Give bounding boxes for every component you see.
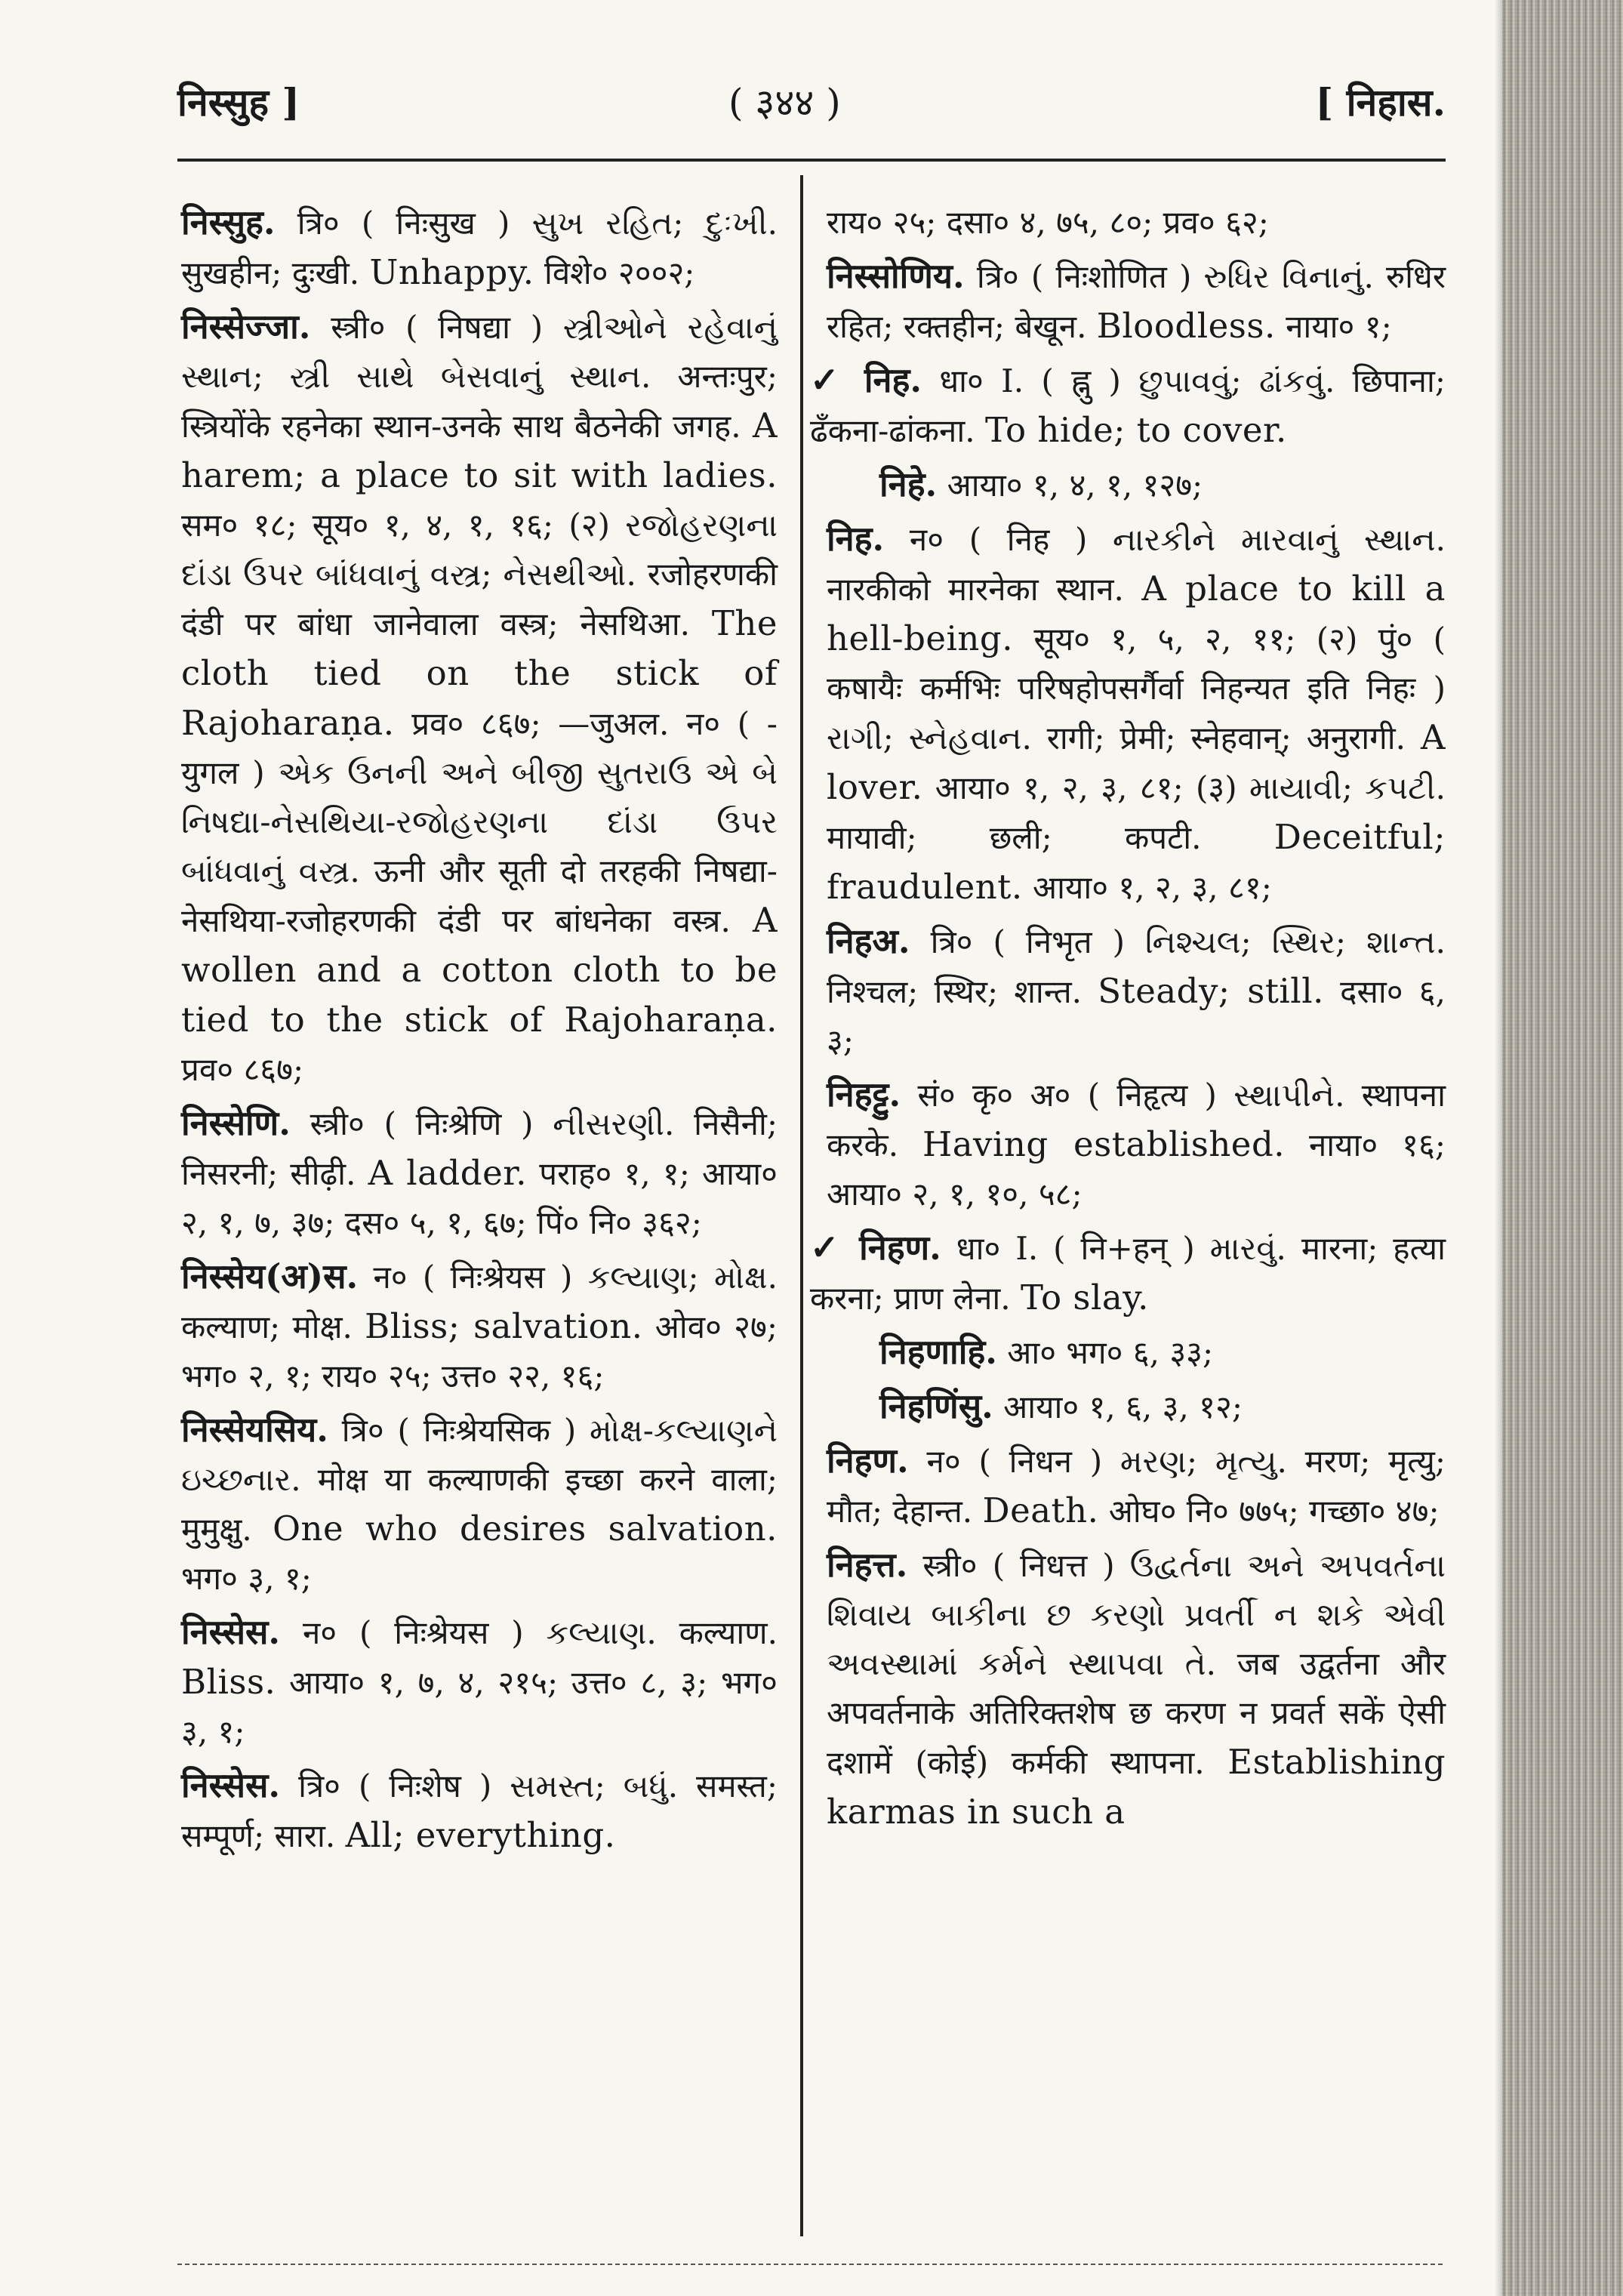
entry-definition: आ० भग० ६, ३३; <box>1007 1334 1214 1371</box>
dictionary-entry <box>181 302 778 1094</box>
entry-english-gloss: Bliss. <box>181 1662 276 1702</box>
entry-definition: स्त्री० ( निधत्त ) ઉદ્વર્તના અને અપવર્તના શિવાય બાકીના છ કરણો પ્રવર્તી ન શકે એવી અવસ્થામાં કર્મને સ્થાપવા તે. जब उद्वर्तना और अपवर्तनाके अतिरिक्तशेष छ करण न प्रवर्त सकें ऐसी दशामें (कोई) कर्मकी स्थापना. <box>827 1547 1446 1781</box>
dictionary-entry <box>181 1761 778 1860</box>
entry-references: विशे० २००२; <box>544 254 695 291</box>
entry-references: पराह० १, १; आया० २, १, ७, ३७; दस० ५, १, ६७; पिं० नि० ३६२; <box>181 1155 778 1241</box>
entry-english-gloss: A place to kill a hell-being. <box>827 569 1446 658</box>
entry-english-gloss: Deceitful; fraudulent. <box>827 817 1446 907</box>
entry-references: दसा० ६, ३; <box>827 973 1446 1059</box>
dictionary-entry <box>827 1070 1446 1219</box>
entry-headword: निस्सेज्जा. <box>181 307 311 347</box>
entry-definition: त्रि० ( निभृत ) નિશ્ચલ; સ્થિર; શાન્ત. निश्चल; स्थिर; शान्त. <box>827 923 1446 1010</box>
entry-headword: निस्सेयसिय. <box>181 1410 328 1450</box>
column-divider <box>800 175 803 2236</box>
entry-english-gloss: A harem; a place to sit with ladies. <box>181 405 778 495</box>
entry-definition: राय० २५; दसा० ४, ७५, ८०; प्रव० ६२; <box>827 204 1269 241</box>
dictionary-entry <box>827 198 1446 247</box>
entry-headword: निहट्टु. <box>827 1074 901 1114</box>
header-left-guideword: निस्सुह ] <box>177 80 300 125</box>
entry-definition: त्रि० ( निःशोणित ) રુધિર વિનાનું. रुधिर रहित; रक्तहीन; बेखून. <box>827 258 1446 345</box>
entry-headword: निस्सोणिय. <box>827 256 965 296</box>
right-column <box>810 198 1446 1841</box>
entry-english-gloss: A wollen and a cotton cloth to be tied to the stick of Rajoharaṇa. <box>181 900 778 1040</box>
entry-definition: आया० १, ४, १, १२७; <box>947 467 1203 504</box>
dictionary-entry <box>181 1099 778 1247</box>
entry-references: नाया० १६; आया० २, १, १०, ५८; <box>827 1126 1446 1213</box>
entry-references: नाया० १; <box>1286 308 1392 345</box>
verb-check-mark: ✓ <box>810 1227 845 1268</box>
entry-references: प्रव० ८६७; —जुअल. न० ( -युगल ) એક ઉનની અને બીજી સુતરાઉ એ બે નિષદ્યા-નેસથિયા-રજોહરણના દાંડા ઉપર બાંધવાનું વસ્ત્ર. ऊनी और सूती दो तरहकी निषद्या-नेसथिया-रजोहरणकी दंडी पर बांधनेका वस्त्र. <box>181 705 778 939</box>
dictionary-entry <box>181 1405 778 1603</box>
dictionary-entry <box>181 1252 778 1401</box>
dictionary-entry <box>827 917 1446 1065</box>
binding-shadow <box>1495 0 1502 2296</box>
header-right-guideword: [ निहास. <box>1315 80 1446 125</box>
entry-definition: त्रि० ( निःशेष ) સમસ્ત; બધું. समस्त; सम्पूर्ण; सारा. <box>181 1767 778 1854</box>
dictionary-entry <box>879 1327 1446 1377</box>
entry-english-gloss: All; everything. <box>345 1815 616 1855</box>
entry-definition: धा० I. ( नि+हन् ) મારવું. मारना; हत्या करना; प्राण लेना. <box>810 1230 1446 1317</box>
page-edge-gutter <box>1502 0 1623 2296</box>
dictionary-entry <box>827 514 1446 912</box>
entry-references: आया० १, ७, ४, २१५; उत्त० ८, ३; भग० ३, १; <box>181 1664 778 1750</box>
entry-references: सम० १८; सूय० १, ४, १, १६; (२) રજોહરણના દાંડા ઉપર બાંધવાનું વસ્ત્ર; નેસથીઓ. रजोहरणकी दंडी पर बांधा जानेवाला वस्त्र; नेसथिआ. <box>181 507 778 643</box>
page-header <box>177 76 1446 136</box>
verb-check-mark: ✓ <box>810 359 847 400</box>
entry-definition: स्त्री० ( निषद्या ) સ્ત્રીઓને રહેવાનું સ્થાન; સ્ત્રી સાથે બેસવાનું સ્થાન. अन्तःपुर; स्त्रियोंके रहनेका स्थान-उनके साथ बैठनेकी जगह. <box>181 309 778 445</box>
entry-references: भग० ३, १; <box>181 1560 312 1597</box>
entry-references: प्रव० ८६७; <box>181 1051 304 1088</box>
entry-references: सूय० १, ५, २, ११; (२) पुं० ( कषायैः कर्मभिः परिषहोपसर्गैर्वा निहन्यत इति निहः ) રાગી; સ્નેહવાન. रागी; प्रेमी; स्नेहवान्; अनुरागी. <box>827 621 1446 757</box>
entry-headword: निस्सेय(अ)स. <box>181 1256 359 1296</box>
entry-headword: निहणाहि. <box>879 1332 997 1372</box>
entry-english-gloss: One who desires salvation. <box>273 1509 778 1549</box>
entry-headword: निहणिंसु. <box>879 1386 993 1426</box>
dictionary-entry <box>810 356 1446 455</box>
entry-definition: त्रि० ( निःश्रेयसिक ) મોક્ષ-કલ્યાણને ઇચ્છનાર. मोक्ष या कल्याणकी इच्छा करने वाला; मुमुक्षु. <box>181 1412 778 1548</box>
entry-definition: न० ( निःश्रेयस ) કલ્યાણ; મોક્ષ. कल्याण; मोक्ष. <box>181 1259 778 1345</box>
entry-definition: न० ( निधन ) મરણ; મૃત્યુ. मरण; मृत्यु; मौत; देहान्त. <box>827 1443 1446 1530</box>
entry-definition: सं० कृ० अ० ( निहृत्य ) સ્થાપીને. स्थापना करके. <box>827 1077 1446 1163</box>
page-number: ( ३४४ ) <box>728 81 841 125</box>
entry-english-gloss: Death. <box>982 1490 1099 1530</box>
entry-headword: निस्सेस. <box>181 1612 281 1652</box>
entry-headword: निह. <box>864 360 922 400</box>
dictionary-entry <box>879 460 1446 510</box>
dictionary-entry <box>827 251 1446 351</box>
entry-definition: आया० १, ६, ३, १२; <box>1003 1388 1243 1425</box>
dictionary-entry <box>879 1382 1446 1432</box>
entry-english-gloss: A ladder. <box>368 1153 528 1193</box>
left-column <box>181 198 778 1865</box>
entry-definition: धा० I. ( ह्नु ) છુપાવવું; ઢાંકવું. छिपाना; ढँकना-ढांकना. <box>810 362 1446 449</box>
entry-references: ओव० २७; भग० २, १; राय० २५; उत्त० २२, १६; <box>181 1308 778 1395</box>
dictionary-entry <box>827 1540 1446 1837</box>
entry-headword: निहअ. <box>827 921 910 961</box>
entry-english-gloss: Bloodless. <box>1096 306 1276 346</box>
dictionary-entry <box>827 1436 1446 1536</box>
entry-headword: निस्सुह. <box>181 202 276 242</box>
entry-headword: निस्सेणि. <box>181 1103 291 1143</box>
entry-english-gloss: Unhappy. <box>369 252 534 292</box>
entry-english-gloss: Bliss; salvation. <box>365 1306 643 1346</box>
entry-headword: निस्सेस. <box>181 1765 281 1805</box>
entry-english-gloss: Steady; still. <box>1098 971 1324 1011</box>
entry-english-gloss: To hide; to cover. <box>984 410 1287 450</box>
entry-headword: निह. <box>827 519 885 559</box>
header-rule <box>177 159 1446 162</box>
dictionary-entry <box>181 198 778 297</box>
entry-definition: न० ( निह ) નારકીને મારવાનું સ્થાન. नारकीको मारनेका स्थान. <box>827 521 1446 608</box>
entry-references: ओघ० नि० ७७५; गच्छा० ४७; <box>1108 1493 1440 1530</box>
entry-english-gloss: To slay. <box>1021 1277 1149 1318</box>
entry-references: आया० १, २, ३, ८१; <box>1033 869 1272 906</box>
entry-headword: निहण. <box>859 1228 941 1268</box>
dictionary-entry <box>810 1223 1446 1323</box>
entry-definition: त्रि० ( निःसुख ) સુખ રહિત; દુઃખી. सुखहीन; दुःखी. <box>181 205 778 291</box>
dictionary-entry <box>181 1607 778 1756</box>
entry-english-gloss: Having established. <box>922 1124 1286 1164</box>
entry-english-gloss: The cloth tied on the stick of Rajoharaṇa. <box>181 603 778 743</box>
entry-english-gloss: Establishing karmas in such a <box>827 1742 1446 1832</box>
entry-headword: निहण. <box>827 1441 909 1481</box>
entry-english-gloss: A lover. <box>827 717 1446 807</box>
entry-headword: निहत्त. <box>827 1545 908 1585</box>
entry-headword: निहे. <box>879 464 938 504</box>
entry-definition: स्त्री० ( निःश्रेणि ) નીસરણી. निसैनी; निसरनी; सीढ़ी. <box>181 1105 778 1192</box>
footer-rule <box>177 2264 1446 2265</box>
entry-definition: न० ( निःश्रेयस ) કલ્યાણ. कल्याण. <box>302 1614 778 1651</box>
entry-references: आया० १, २, ३, ८१; (३) માયાવી; કપટી. मायावी; छली; कपटी. <box>827 769 1446 856</box>
